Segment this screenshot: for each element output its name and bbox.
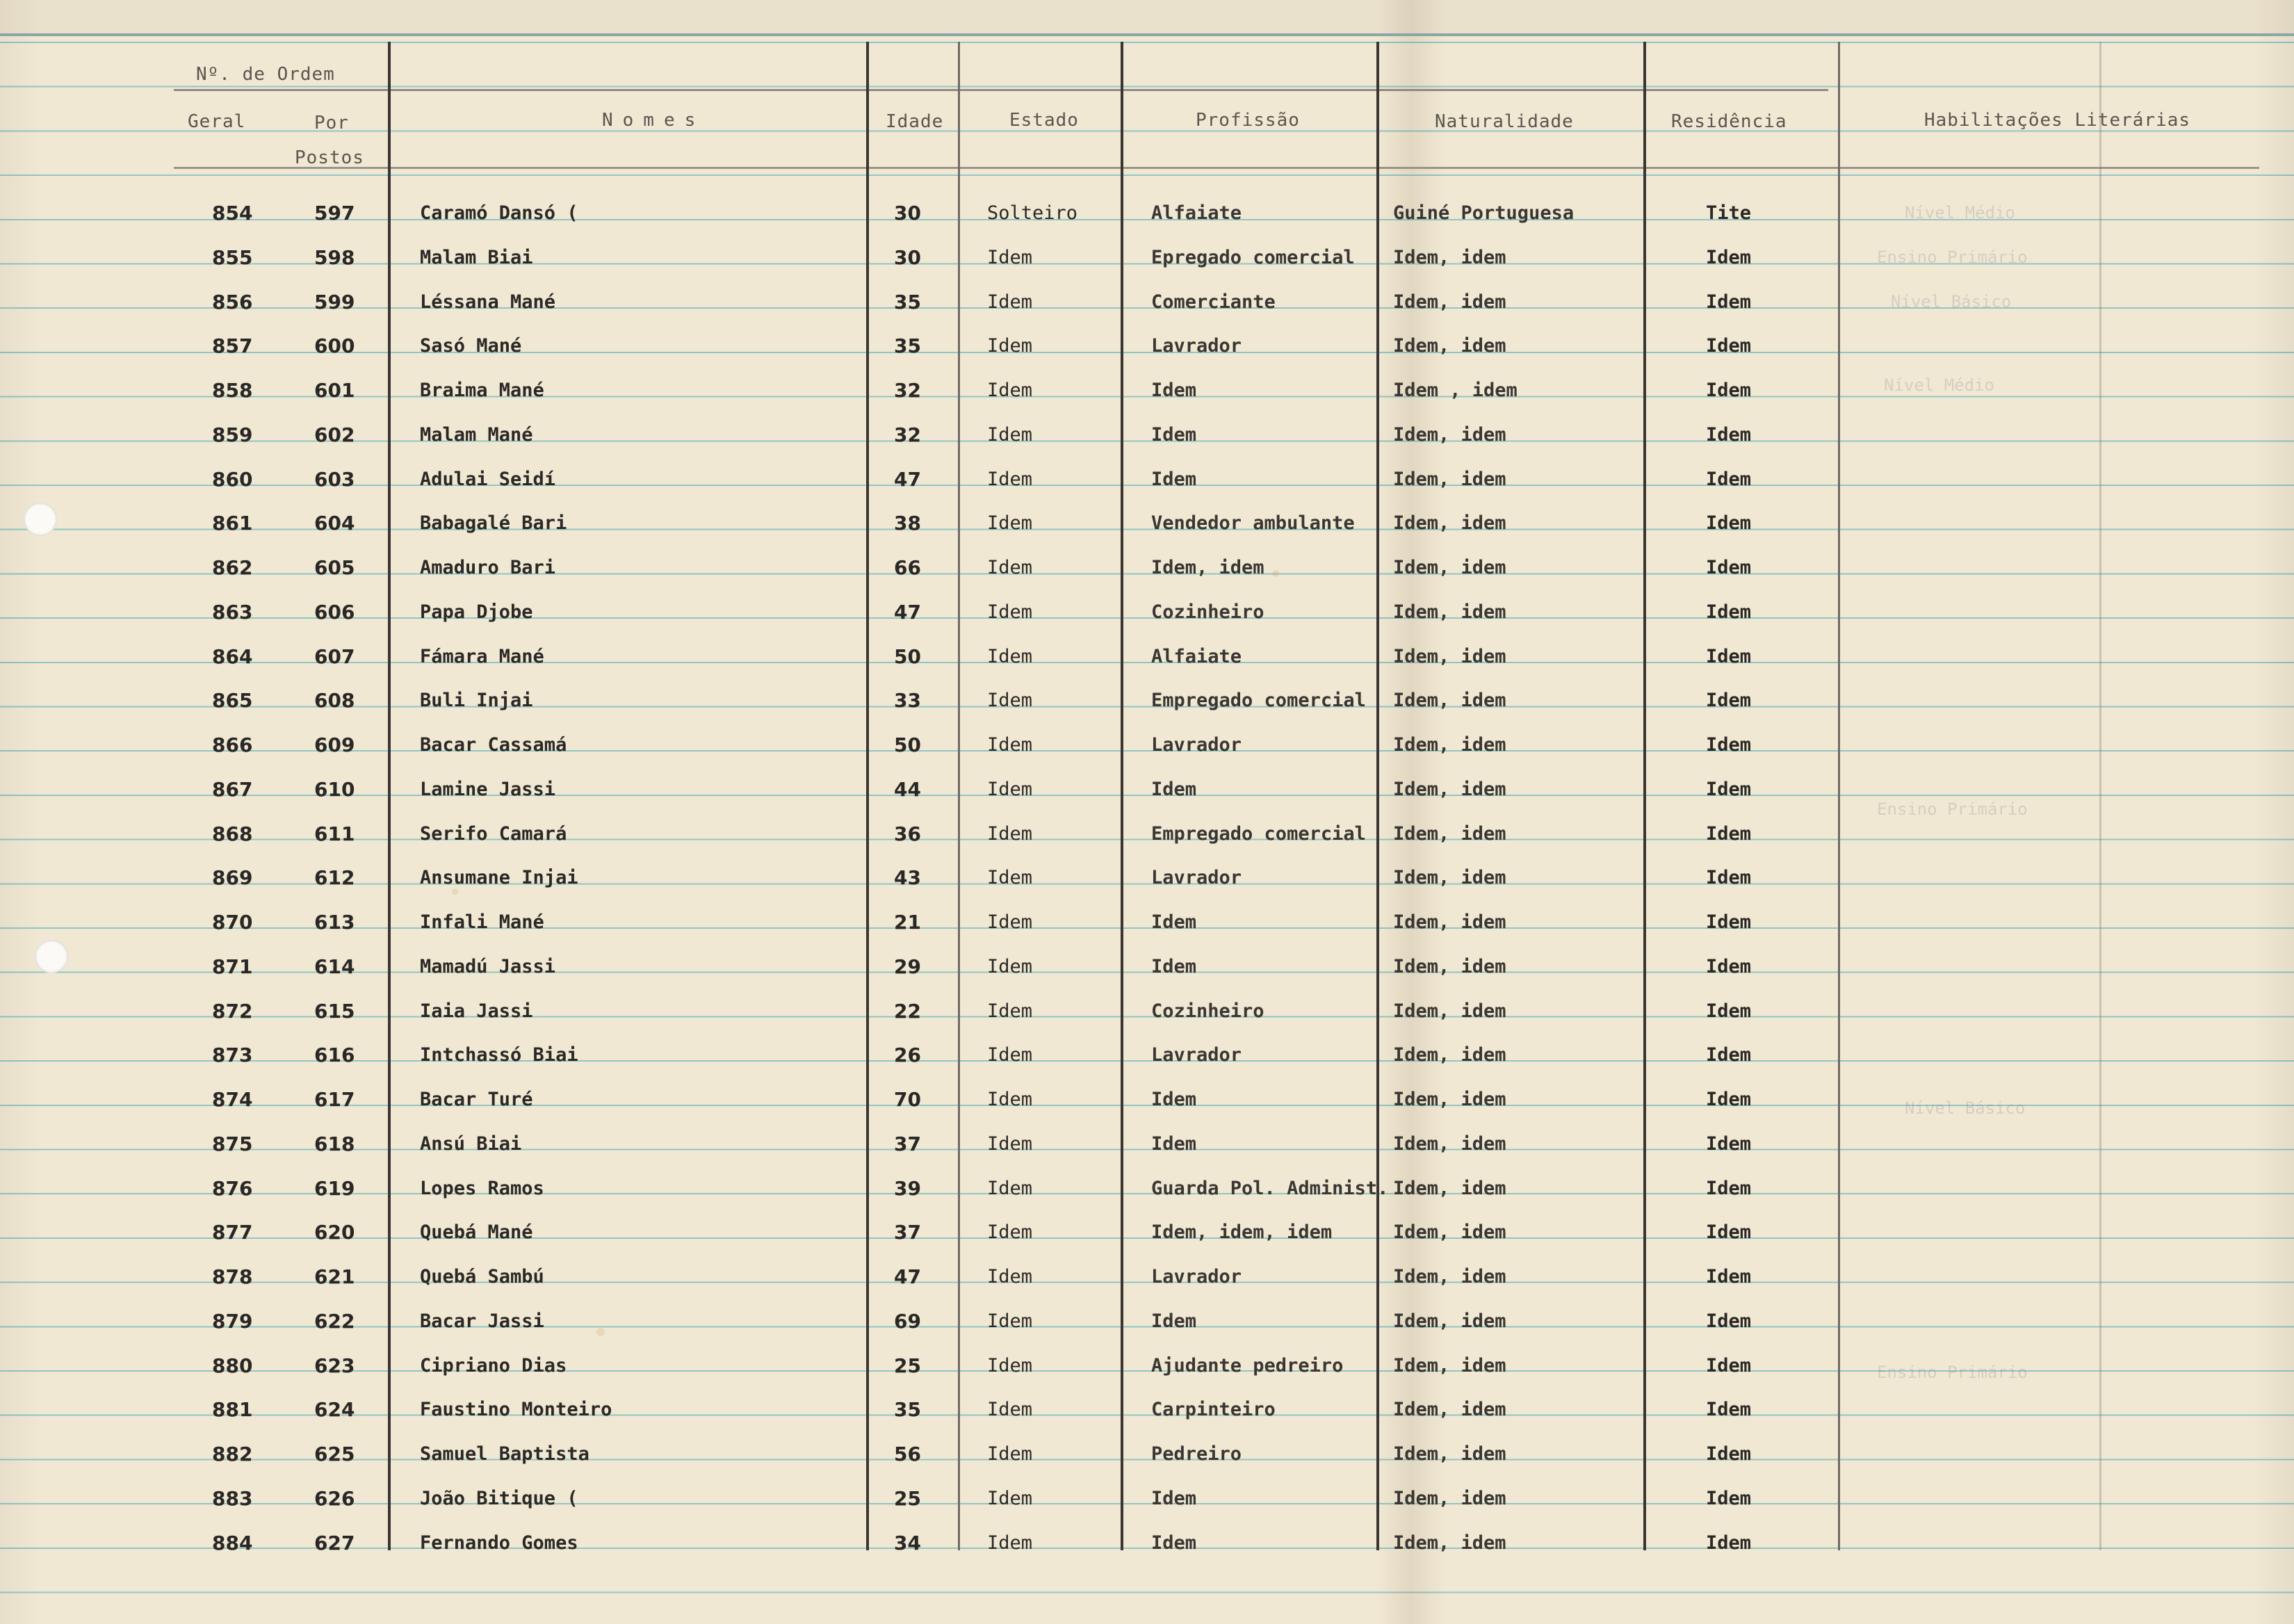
cell-residencia: Idem [1706,1132,1752,1155]
table-row [0,1303,2294,1345]
cell-nome: Cipriano Dias [420,1354,567,1377]
cell-residencia: Idem [1706,955,1752,977]
cell-profissao: Idem [1151,468,1197,490]
cell-residencia: Idem [1706,1532,1752,1554]
cell-nome: Babagalé Bari [420,512,567,535]
table-row [0,859,2294,901]
cell-idade: 22 [894,999,921,1023]
cell-posto: 623 [314,1354,355,1377]
table-row [0,1436,2294,1477]
cell-idade: 25 [894,1486,921,1510]
cell-residencia: Idem [1706,1266,1752,1288]
cell-estado: Idem [987,867,1033,889]
cell-idade: 30 [894,202,921,225]
cell-estado: Idem [987,690,1033,712]
cell-nome: Infali Mané [420,911,544,933]
cell-posto: 611 [314,822,355,845]
cell-idade: 69 [894,1309,921,1333]
cell-profissao: Lavrador [1151,867,1242,889]
cell-geral: 876 [212,1176,253,1200]
cell-nome: Bacar Jassi [420,1310,544,1332]
cell-residencia: Idem [1706,380,1752,401]
table-row [0,1081,2294,1123]
cell-nome: Malam Biai [420,246,533,268]
cell-residencia: Idem [1706,1044,1752,1066]
cell-estado: Idem [987,380,1033,401]
cell-profissao: Idem [1151,380,1197,401]
cell-nome: Braima Mané [420,380,544,401]
cell-estado: Idem [987,1044,1033,1066]
cell-idade: 36 [894,822,921,845]
cell-naturalidade: Idem, idem [1393,601,1506,623]
top-band [0,0,2294,33]
cell-nome: Quebá Mané [420,1221,533,1244]
cell-residencia: Idem [1706,734,1752,756]
header-postos: Postos [295,147,364,168]
cell-idade: 66 [894,556,921,579]
cell-idade: 44 [894,777,921,801]
cell-naturalidade: Guiné Portuguesa [1393,202,1575,224]
cell-idade: 21 [894,911,921,934]
header-habilitacoes: Habilitações Literárias [1924,110,2191,131]
cell-posto: 605 [314,556,355,579]
cell-idade: 37 [894,1221,921,1244]
cell-posto: 600 [314,334,355,358]
document-page: Nº. de Ordem Geral Por Postos Nomes Idade Estado Profissão Naturalidade Residência Habilitações Literárias Nível Médio Ensino Primário Nível Básico Nível Médio Ensino Primário Nível Básico Ensino Primário 854 597 Caramó Dansó ( 30 Solteiro Alfaiate Guiné Portuguesa Tite 855 598 Malam Biai 30 Idem Epregado comercial Idem, idem Idem 856 599 Léssana Mané 35 Idem Comerciante Idem, idem Idem 857 600 Sasó Mané 35 Idem Lavrador Idem, idem Idem 858 601 Braima Mané 32 Idem Idem Idem , idem Idem 859 602 Malam Mané 32 Idem Idem Idem, idem Idem 860 603 Adulai Seidí 47 Idem Idem Idem, idem Idem 861 604 Babagalé Bari 38 Idem Vendedor ambulante Idem, idem Idem 862 605 Amaduro Bari 66 Idem Idem, idem Idem, idem Idem 863 606 Papa Djobe 47 Idem Cozinheiro Idem, idem Idem 864 607 Fámara Mané 50 Idem Alfaiate Idem, idem Idem 865 608 Buli Injai 33 Idem Empregado comercial Idem, idem Idem 866 609 Bacar Cassamá 50 Idem Lavrador Idem, idem Idem 867 610 Lamine Jassi 44 Idem Idem Idem, idem Idem 868 611 Serifo Camará 36 Idem Empregado comercial Idem, idem Idem 869 612 Ansumane Injai 43 Idem Lavrador Idem, idem Idem 870 613 Infali Mané 21 Idem Idem Idem, idem Idem 871 614 Mamadú Jassi 29 Idem Idem Idem, idem Idem 872 615 Iaia Jassi 22 Idem Cozinheiro Idem, idem Idem 873 616 Intchassó Biai 26 Idem Lavrador Idem, idem Idem 874 617 Bacar Turé 70 Idem Idem Idem, idem Idem 875 618 Ansú Biai 37 Idem Idem Idem, idem Idem 876 619 Lopes Ramos 39 Idem Guarda Pol. Administ. Idem, idem Idem 877 620 Quebá Mané 37 Idem Idem, idem, idem Idem, idem Idem 878 621 Quebá Sambú 47 Idem Lavrador Idem, idem Idem 879 622 Bacar Jassi 69 Idem Idem Idem, idem Idem 880 623 Cipriano Dias 25 Idem Ajudante pedreiro Idem, idem Idem 881 624 Faustino Monteiro 35 Idem Carpinteiro Idem, idem Idem 882 625 Samuel Baptista 56 Idem Pedreiro Idem, idem Idem 883 626 João Bitique ( 25 Idem Idem Idem, idem Idem 884 627 Fernando Gomes 34 Idem Idem Idem, idem Idem [0,0,2294,1624]
table-row [0,1525,2294,1566]
cell-profissao: Lavrador [1151,734,1242,756]
cell-profissao: Epregado comercial [1151,246,1355,268]
cell-geral: 859 [212,423,253,446]
table-row [0,638,2294,680]
cell-profissao: Comerciante [1151,291,1276,313]
cell-nome: Lopes Ramos [420,1177,544,1199]
cell-estado: Idem [987,423,1033,446]
cell-geral: 873 [212,1044,253,1067]
cell-nome: Papa Djobe [420,601,533,623]
cell-estado: Idem [987,1132,1033,1155]
cell-residencia: Idem [1706,911,1752,933]
cell-residencia: Idem [1706,1354,1752,1377]
header-geral: Geral [188,111,246,132]
cell-naturalidade: Idem, idem [1393,955,1506,977]
cell-estado: Idem [987,1177,1033,1199]
cell-posto: 618 [314,1132,355,1155]
cell-idade: 39 [894,1176,921,1200]
cell-nome: Léssana Mané [420,291,556,313]
table-row [0,195,2294,236]
cell-naturalidade: Idem, idem [1393,246,1506,268]
cell-idade: 50 [894,733,921,756]
table-row [0,505,2294,546]
cell-idade: 70 [894,1088,921,1111]
cell-estado: Idem [987,601,1033,623]
cell-residencia: Idem [1706,468,1752,490]
cell-posto: 598 [314,245,355,269]
cell-nome: Quebá Sambú [420,1266,544,1288]
cell-geral: 854 [212,202,253,225]
cell-estado: Idem [987,468,1033,490]
cell-naturalidade: Idem, idem [1393,1399,1506,1421]
table-row [0,1126,2294,1167]
cell-naturalidade: Idem, idem [1393,1532,1506,1554]
cell-nome: Fámara Mané [420,645,544,667]
cell-idade: 35 [894,334,921,358]
cell-idade: 25 [894,1354,921,1377]
cell-estado: Idem [987,335,1033,357]
cell-residencia: Idem [1706,512,1752,535]
table-row [0,1391,2294,1433]
cell-naturalidade: Idem, idem [1393,423,1506,446]
cell-residencia: Idem [1706,423,1752,446]
cell-estado: Idem [987,1089,1033,1110]
cell-profissao: Idem, idem, idem [1151,1221,1333,1244]
cell-geral: 881 [212,1398,253,1422]
cell-nome: Buli Injai [420,690,533,712]
cell-idade: 30 [894,245,921,269]
cell-geral: 869 [212,866,253,890]
header-rule [174,89,1828,91]
cell-nome: Bacar Cassamá [420,734,567,756]
cell-residencia: Idem [1706,1221,1752,1244]
cell-profissao: Ajudante pedreiro [1151,1354,1344,1377]
cell-residencia: Idem [1706,1443,1752,1465]
table-row [0,327,2294,369]
cell-idade: 56 [894,1443,921,1465]
cell-profissao: Idem [1151,1132,1197,1155]
cell-posto: 619 [314,1176,355,1200]
cell-estado: Idem [987,1266,1033,1288]
cell-profissao: Lavrador [1151,335,1242,357]
cell-naturalidade: Idem, idem [1393,1221,1506,1244]
cell-naturalidade: Idem, idem [1393,1310,1506,1332]
cell-posto: 614 [314,955,355,978]
cell-profissao: Idem [1151,1089,1197,1110]
cell-estado: Idem [987,246,1033,268]
header-idade: Idade [886,111,944,132]
cell-geral: 865 [212,689,253,713]
cell-posto: 626 [314,1486,355,1510]
table-row [0,771,2294,813]
header-naturalidade: Naturalidade [1435,111,1574,132]
cell-geral: 878 [212,1265,253,1288]
cell-estado: Idem [987,734,1033,756]
cell-nome: Sasó Mané [420,335,522,357]
table-row [0,993,2294,1034]
cell-nome: Fernando Gomes [420,1532,578,1554]
table-row [0,1037,2294,1078]
cell-idade: 32 [894,379,921,402]
cell-nome: João Bitique ( [420,1487,578,1509]
cell-geral: 858 [212,379,253,402]
cell-nome: Malam Mané [420,423,533,446]
table-row [0,594,2294,635]
cell-estado: Idem [987,1221,1033,1244]
cell-residencia: Idem [1706,1089,1752,1110]
cell-geral: 856 [212,290,253,314]
table-row [0,239,2294,281]
cell-naturalidade: Idem, idem [1393,335,1506,357]
cell-estado: Solteiro [987,202,1078,224]
cell-geral: 884 [212,1531,253,1554]
header-rule-lower [174,167,2259,169]
top-rule [0,33,2294,36]
cell-estado: Idem [987,1487,1033,1509]
cell-posto: 597 [314,202,355,225]
cell-posto: 604 [314,512,355,535]
cell-geral: 883 [212,1486,253,1510]
cell-geral: 870 [212,911,253,934]
cell-idade: 47 [894,600,921,624]
cell-idade: 38 [894,512,921,535]
cell-posto: 613 [314,911,355,934]
cell-residencia: Idem [1706,645,1752,667]
cell-estado: Idem [987,1354,1033,1377]
cell-posto: 625 [314,1443,355,1465]
cell-naturalidade: Idem, idem [1393,1177,1506,1199]
cell-idade: 35 [894,290,921,314]
cell-geral: 868 [212,822,253,845]
cell-geral: 880 [212,1354,253,1377]
cell-estado: Idem [987,822,1033,845]
cell-estado: Idem [987,1000,1033,1022]
cell-nome: Bacar Turé [420,1089,533,1110]
cell-idade: 32 [894,423,921,446]
cell-idade: 29 [894,955,921,978]
header-estado: Estado [1009,110,1079,131]
cell-geral: 867 [212,777,253,801]
cell-posto: 607 [314,644,355,668]
cell-profissao: Lavrador [1151,1266,1242,1288]
cell-geral: 877 [212,1221,253,1244]
cell-geral: 862 [212,556,253,579]
table-row [0,1480,2294,1522]
cell-geral: 872 [212,999,253,1023]
cell-naturalidade: Idem, idem [1393,1487,1506,1509]
cell-profissao: Idem [1151,911,1197,933]
cell-naturalidade: Idem, idem [1393,1132,1506,1155]
cell-posto: 602 [314,423,355,446]
cell-nome: Ansumane Injai [420,867,578,889]
cell-geral: 882 [212,1443,253,1465]
cell-naturalidade: Idem, idem [1393,1266,1506,1288]
cell-posto: 627 [314,1531,355,1554]
cell-naturalidade: Idem, idem [1393,1089,1506,1110]
cell-naturalidade: Idem, idem [1393,690,1506,712]
cell-posto: 617 [314,1088,355,1111]
cell-estado: Idem [987,1399,1033,1421]
cell-idade: 50 [894,644,921,668]
cell-posto: 620 [314,1221,355,1244]
cell-profissao: Idem [1151,1310,1197,1332]
cell-nome: Amaduro Bari [420,557,556,578]
cell-nome: Iaia Jassi [420,1000,533,1022]
cell-posto: 606 [314,600,355,624]
cell-geral: 866 [212,733,253,756]
cell-naturalidade: Idem, idem [1393,468,1506,490]
cell-estado: Idem [987,778,1033,800]
cell-geral: 871 [212,955,253,978]
cell-nome: Caramó Dansó ( [420,202,578,224]
cell-nome: Mamadú Jassi [420,955,556,977]
table-row [0,1214,2294,1256]
cell-idade: 47 [894,1265,921,1288]
cell-naturalidade: Idem, idem [1393,1443,1506,1465]
cell-nome: Samuel Baptista [420,1443,589,1465]
cell-idade: 37 [894,1132,921,1155]
cell-naturalidade: Idem , idem [1393,380,1518,401]
cell-estado: Idem [987,291,1033,313]
cell-posto: 616 [314,1044,355,1067]
cell-naturalidade: Idem, idem [1393,778,1506,800]
cell-naturalidade: Idem, idem [1393,1044,1506,1066]
cell-residencia: Idem [1706,246,1752,268]
cell-residencia: Idem [1706,1399,1752,1421]
cell-profissao: Empregado comercial [1151,822,1366,845]
cell-posto: 610 [314,777,355,801]
table-row [0,1258,2294,1300]
cell-naturalidade: Idem, idem [1393,734,1506,756]
cell-residencia: Idem [1706,1310,1752,1332]
cell-nome: Adulai Seidí [420,468,556,490]
cell-profissao: Idem [1151,1532,1197,1554]
cell-residencia: Idem [1706,335,1752,357]
cell-profissao: Vendedor ambulante [1151,512,1355,535]
cell-estado: Idem [987,512,1033,535]
header-profissao: Profissão [1196,110,1300,131]
header-nomes: Nomes [602,110,706,131]
cell-geral: 860 [212,467,253,491]
cell-profissao: Empregado comercial [1151,690,1366,712]
cell-profissao: Alfaiate [1151,202,1242,224]
cell-posto: 599 [314,290,355,314]
header-residencia: Residência [1671,111,1787,132]
cell-nome: Lamine Jassi [420,778,556,800]
table-row [0,416,2294,458]
table-row [0,904,2294,945]
cell-residencia: Idem [1706,1000,1752,1022]
cell-geral: 879 [212,1309,253,1333]
cell-profissao: Idem [1151,778,1197,800]
table-row [0,948,2294,990]
table-row [0,284,2294,325]
cell-naturalidade: Idem, idem [1393,1354,1506,1377]
cell-posto: 612 [314,866,355,890]
cell-profissao: Alfaiate [1151,645,1242,667]
cell-estado: Idem [987,955,1033,977]
cell-profissao: Idem [1151,1487,1197,1509]
cell-nome: Intchassó Biai [420,1044,578,1066]
cell-residencia: Idem [1706,690,1752,712]
cell-residencia: Idem [1706,867,1752,889]
cell-profissao: Lavrador [1151,1044,1242,1066]
cell-naturalidade: Idem, idem [1393,557,1506,578]
cell-posto: 621 [314,1265,355,1288]
cell-geral: 855 [212,245,253,269]
cell-naturalidade: Idem, idem [1393,911,1506,933]
cell-geral: 864 [212,644,253,668]
cell-profissao: Cozinheiro [1151,601,1264,623]
cell-naturalidade: Idem, idem [1393,645,1506,667]
cell-profissao: Cozinheiro [1151,1000,1264,1022]
cell-estado: Idem [987,1443,1033,1465]
cell-estado: Idem [987,1310,1033,1332]
cell-idade: 43 [894,866,921,890]
header-order: Nº. de Ordem [196,64,335,85]
table-row [0,682,2294,724]
cell-profissao: Idem [1151,423,1197,446]
cell-nome: Faustino Monteiro [420,1399,612,1421]
cell-posto: 622 [314,1309,355,1333]
cell-posto: 624 [314,1398,355,1422]
cell-naturalidade: Idem, idem [1393,822,1506,845]
cell-estado: Idem [987,1532,1033,1554]
cell-geral: 875 [212,1132,253,1155]
cell-residencia: Idem [1706,1487,1752,1509]
cell-estado: Idem [987,911,1033,933]
cell-posto: 609 [314,733,355,756]
cell-posto: 608 [314,689,355,713]
cell-posto: 601 [314,379,355,402]
cell-estado: Idem [987,557,1033,578]
cell-residencia: Tite [1706,202,1752,224]
cell-residencia: Idem [1706,601,1752,623]
cell-profissao: Carpinteiro [1151,1399,1276,1421]
table-row [0,1347,2294,1389]
cell-idade: 35 [894,1398,921,1422]
cell-naturalidade: Idem, idem [1393,512,1506,535]
cell-residencia: Idem [1706,557,1752,578]
cell-profissao: Idem, idem [1151,557,1264,578]
cell-naturalidade: Idem, idem [1393,1000,1506,1022]
table-row [0,1170,2294,1212]
cell-estado: Idem [987,645,1033,667]
cell-residencia: Idem [1706,822,1752,845]
table-row [0,549,2294,591]
table-row [0,815,2294,857]
cell-nome: Serifo Camará [420,822,567,845]
cell-profissao: Idem [1151,955,1197,977]
cell-idade: 47 [894,467,921,491]
cell-idade: 26 [894,1044,921,1067]
cell-geral: 857 [212,334,253,358]
cell-residencia: Idem [1706,1177,1752,1199]
cell-geral: 874 [212,1088,253,1111]
cell-idade: 34 [894,1531,921,1554]
cell-naturalidade: Idem, idem [1393,291,1506,313]
cell-idade: 33 [894,689,921,713]
cell-profissao: Pedreiro [1151,1443,1242,1465]
cell-residencia: Idem [1706,778,1752,800]
cell-nome: Ansú Biai [420,1132,522,1155]
header-por: Por [314,113,349,133]
cell-residencia: Idem [1706,291,1752,313]
table-row [0,726,2294,768]
cell-posto: 603 [314,467,355,491]
cell-geral: 863 [212,600,253,624]
cell-geral: 861 [212,512,253,535]
cell-posto: 615 [314,999,355,1023]
cell-profissao: Guarda Pol. Administ. [1151,1177,1389,1199]
table-row [0,372,2294,414]
cell-naturalidade: Idem, idem [1393,867,1506,889]
table-row [0,461,2294,503]
